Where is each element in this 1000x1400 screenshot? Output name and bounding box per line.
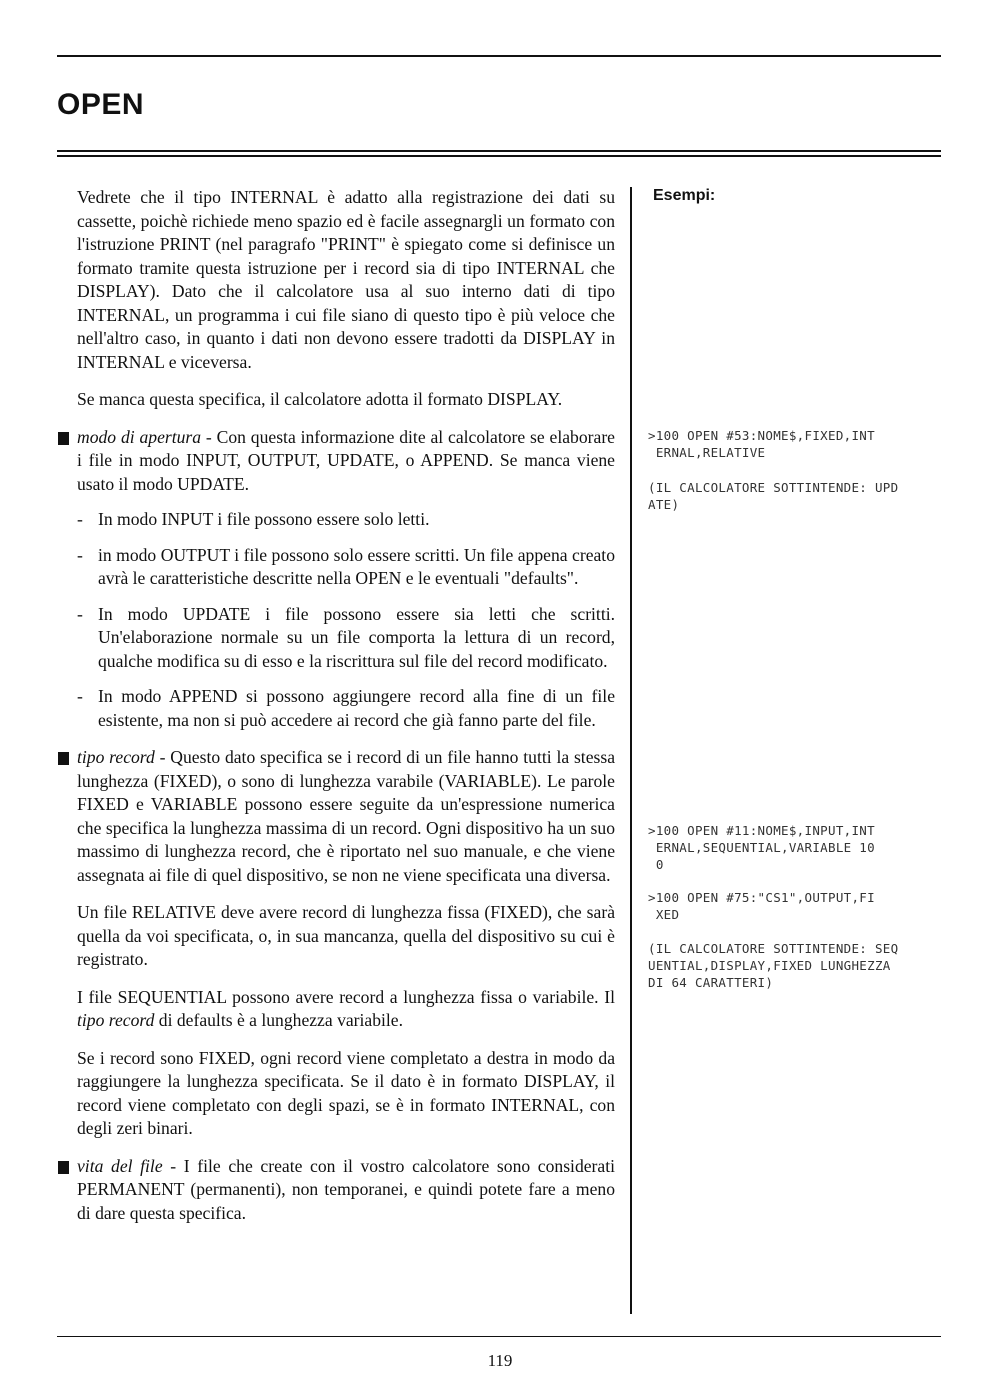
bottom-rule [57, 1336, 941, 1337]
dash-mark: - [77, 544, 83, 565]
dash-output-text: in modo OUTPUT i file possono solo essere scritti. Un file appena creato avrà le caratteristiche descritte nella OPEN e le eventuali "defaults". [98, 544, 615, 588]
page-number: 119 [487, 1351, 513, 1370]
dash-item-update [77, 603, 615, 674]
dash-input-text: In modo INPUT i file possono essere solo letti. [98, 509, 430, 529]
paragraph-relative: Un file RELATIVE deve avere record di lunghezza fissa (FIXED), che sarà quella da voi specificata, o, in sua mancanza, quella del dispositivo su cui è registrato. [77, 902, 615, 969]
column-divider [630, 187, 632, 1314]
term-tipo-record: tipo record [77, 747, 155, 767]
paragraph-default-display: Se manca questa specifica, il calcolatore adotta il formato DISPLAY. [77, 389, 563, 409]
dash-mark: - [77, 603, 83, 624]
sequential-text-a: I file SEQUENTIAL possono avere record a lunghezza fissa o variabile. Il [77, 986, 615, 1007]
dash-update-text: In modo UPDATE i file possono essere sia letti che scritti. Un'elaborazione normale su un file comporta la lettura di un record, qualche modifica su di esso e la riscrittura sul file del record modificato. [98, 603, 615, 671]
bullet-square-icon [58, 432, 69, 445]
example-3-code: >100 OPEN #75:"CS1",OUTPUT,FI XED [648, 890, 875, 922]
dash-item-append [77, 685, 615, 732]
bullet-square-icon [58, 752, 69, 765]
dash-mark: - [77, 509, 83, 529]
title-double-rule-lower [57, 155, 941, 157]
bullet-vita-file [77, 1155, 615, 1226]
dash-append-text: In modo APPEND si possono aggiungere record alla fine di un file esistente, ma non si può accedere ai record che già fanno parte del file. [98, 686, 615, 730]
example-1-code: >100 OPEN #53:NOME$,FIXED,INT ERNAL,RELATIVE [648, 428, 875, 460]
tipo-record-text: - Questo dato specifica se i record di un file hanno tutti la stessa lunghezza (FIXED), o sono di lunghezza varabile (VARIABLE). Le parole FIXED e VARIABLE possono essere seguite da un'espressione numerica che specifica la lunghezza massima di un record. Ogni dispositivo ha un suo massimo di lunghezza record, che è riportato nel suo manuale, e che viene assegnata ai file di quel dispositivo, se non ne viene specificata una diversa. [77, 747, 616, 885]
term-vita-file: vita del file [77, 1155, 163, 1176]
modo-apertura-text: - Con questa informazione dite al calcolatore se elaborare i file in modo INPUT, OUTPUT, UPDATE, o APPEND. Se manca viene usato il modo UPDATE. [77, 426, 615, 494]
term-tipo-record-inline: tipo record [77, 1010, 155, 1030]
example-1-note: (IL CALCOLATORE SOTTINTENDE: UPD ATE) [648, 480, 899, 512]
example-3-note: (IL CALCOLATORE SOTTINTENDE: SEQ UENTIAL,DISPLAY,FIXED LUNGHEZZA DI 64 CARATTERI) [648, 941, 899, 990]
examples-heading: Esempi: [653, 187, 716, 204]
bullet-modo-apertura [77, 426, 615, 497]
paragraph-sequential [77, 986, 615, 1033]
bullet-square-icon [58, 1161, 69, 1174]
dash-mark: - [77, 686, 83, 706]
example-2-code: >100 OPEN #11:NOME$,INPUT,INT ERNAL,SEQUENTIAL,VARIABLE 10 0 [648, 823, 875, 872]
paragraph-fixed: Se i record sono FIXED, ogni record viene completato a destra in modo da raggiungere la lunghezza specificata. Se il dato è in formato DISPLAY, il record viene completato con degli spazi, se è in formato INTERNAL, con degli zeri binari. [77, 1047, 615, 1138]
main-column [77, 186, 615, 1225]
page-title: OPEN [57, 88, 145, 121]
term-modo-apertura: modo di apertura [77, 426, 202, 447]
dash-item-input [77, 508, 615, 532]
top-rule [57, 55, 941, 57]
vita-file-text: - I file che create con il vostro calcolatore sono considerati PERMANENT (permanenti), non temporanei, e quindi potete fare a meno di dare questa specifica. [77, 1155, 615, 1223]
dash-item-output [77, 544, 615, 591]
paragraph-intro: Vedrete che il tipo INTERNAL è adatto alla registrazione dei dati su cassette, poichè richiede meno spazio ed è facile assegnargli un formato con l'istruzione PRINT (nel paragrafo "PRINT" è spiegato come si definisce un formato tramite questa istruzione per i record sia di tipo INTERNAL che DISPLAY). Dato che il calcolatore usa al suo interno dati di tipo INTERNAL, un programma i cui file siano di questo tipo è più veloce che nell'altro caso, in quanto i dati non devono essere tradotti da DISPLAY in INTERNAL e viceversa. [77, 187, 615, 372]
sequential-text-b: di defaults è a lunghezza variabile. [154, 1010, 404, 1030]
title-double-rule-upper [57, 150, 941, 152]
bullet-tipo-record [77, 746, 615, 887]
